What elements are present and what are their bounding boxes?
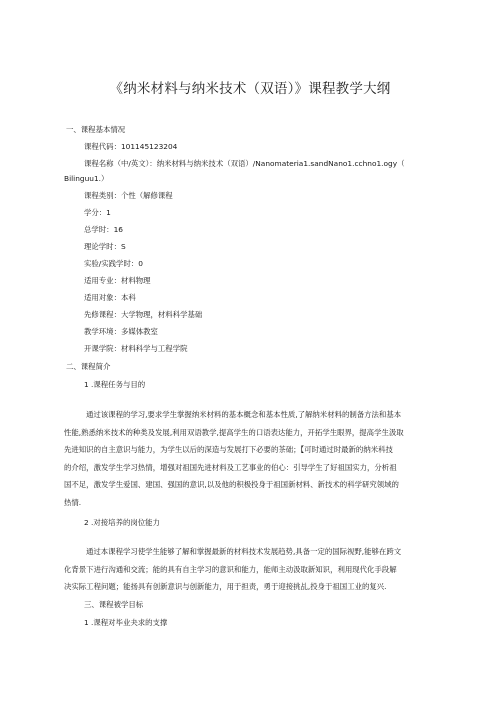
subheading-task-purpose: 1 .课程任务与目的 — [84, 380, 146, 389]
section-heading-objectives: 三、课程被学目标 — [84, 600, 144, 609]
paragraph-line: 通过该课程的学习,要求学生掌握纳米材料的基本概念和基本性质,了解纳米材料的制备方法和基本 — [86, 410, 402, 419]
paragraph-line: 的介绍，激发学生学习热情，增强对祖国先进材料及工艺事业的伯心：引导学生了好祖国实力，分析祖 — [64, 462, 397, 472]
paragraph-line: 决实际工程问题；能扬具有创新意识与创新能力，用于担责，勇于迎接挑乩,投身于祖国工业的复兴. — [64, 582, 387, 591]
paragraph-line: 通过本课程学习使学生能够了解和掌握最新的材料技术发展趋势,具备一定的国际视野,能够在跨文 — [86, 547, 402, 556]
applicable-audience: 适用对象：本科 — [84, 293, 136, 302]
subheading-graduation-support: 1 .课程对毕业夬求的支撑 — [84, 618, 168, 627]
applicable-major: 适用专业：材料物理 — [84, 276, 151, 285]
theory-hours: 理论学时：S — [84, 242, 126, 251]
section-heading-intro: 二、课程简介 — [66, 362, 111, 371]
section-heading-basic-info: 一、课程基本情况 — [66, 125, 126, 134]
document-title: 《纳米材料与纳米技术（双语）》课程教学大纲 — [109, 81, 391, 97]
course-category: 课程类别：个性（解修课程 — [84, 191, 173, 200]
paragraph-line: 先进知识的自主意识与能力，为学生以后的深造与发展打下必要的茶础；【可时通过时最新的纳米科技 — [64, 445, 393, 454]
paragraph-job-ability — [64, 543, 444, 596]
total-hours: 总学时：16 — [84, 225, 123, 234]
course-credits: 学分：1 — [84, 208, 111, 217]
paragraph-line: 热情. — [64, 497, 82, 507]
prerequisite-courses: 先修课程：大学物理，材料科学基础 — [84, 310, 203, 319]
teaching-environment: 教学环境：多媒体教室 — [84, 327, 158, 336]
course-name-line-1: 课程名称（中/英文）：纳米材料与纳米技术（双语）/Nanomateria1.sandNano1.cchno1.ogy（ — [84, 159, 405, 168]
lab-hours: 实验/实践学时：0 — [84, 259, 143, 268]
paragraph-line: 国不足，激发学生爱国、建国、强国的意识,以及他的积极投身于祖国新材料、新技术的科学研究领域的 — [64, 480, 399, 489]
offering-college: 开课学院：材料科学与工程学院 — [84, 344, 188, 353]
paragraph-line: 性能,熟悉纳米技术的种类及发展,利用双语教学,提高学生的口语表达能力，开拓学生眼界，提高学生汲取 — [64, 427, 404, 437]
paragraph-task-purpose — [64, 406, 444, 511]
paragraph-line: 化背景下进行沟通和交流；能的具有自主学习的意识和能力，能师主动汲取新知识，利用现代化手段解 — [64, 564, 397, 574]
subheading-job-ability: 2 .对接培养的岗位能力 — [84, 518, 160, 527]
course-name-line-2: Bilinguu1.） — [64, 174, 109, 183]
course-code: 课程代码：101145123204 — [84, 142, 178, 151]
